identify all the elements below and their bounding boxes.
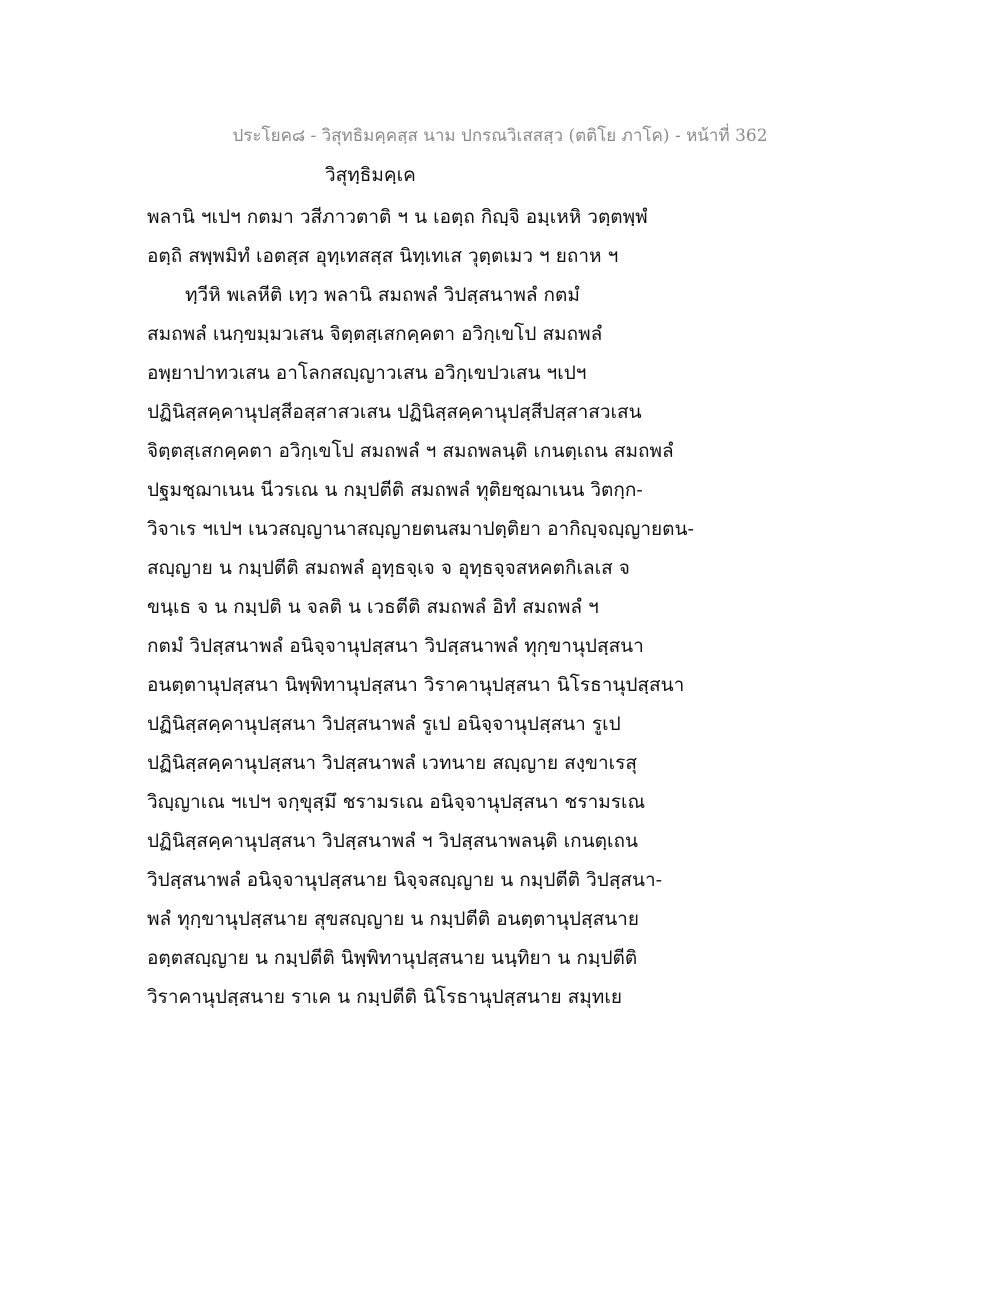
text-line: พลํ ทุกฺขานุปสฺสนาย สุขสญฺญาย น กมฺปตีติ อนตฺตานุปสฺสนาย xyxy=(147,908,639,930)
text-line: พลานิ ฯเปฯ กตมา วสีภาวตาติ ฯ น เอตฺถ กิญฺจิ อมฺเหหิ วตฺตพฺพํ xyxy=(147,206,648,228)
text-line: วิปสฺสนาพลํ อนิจฺจานุปสฺสนาย นิจฺจสญฺญาย น กมฺปตีติ วิปสฺสนา- xyxy=(147,869,663,891)
text-line: ปฏินิสฺสคฺคานุปสฺสีอสฺสาสวเสน ปฏินิสฺสคฺคานุปสฺสีปสฺสาสวเสน xyxy=(147,401,642,423)
text-line: ปฏินิสฺสคฺคานุปสฺสนา วิปสฺสนาพลํ ฯ วิปสฺสนาพลนฺติ เกนตฺเถน xyxy=(147,830,638,852)
text-line: ขนฺเธ จ น กมฺปติ น จลติ น เวธตีติ สมถพลํ อิทํ สมถพลํ ฯ xyxy=(147,596,599,618)
text-line: สมถพลํ เนกฺขมฺมวเสน จิตฺตสฺเสกคฺคตา อวิกฺเขโป สมถพลํ xyxy=(147,323,603,345)
body-text xyxy=(147,198,727,1017)
text-line: กตมํ วิปสฺสนาพลํ อนิจฺจานุปสฺสนา วิปสฺสนาพลํ ทุกฺขานุปสฺสนา xyxy=(147,635,644,657)
text-line: ปฏินิสฺสคฺคานุปสฺสนา วิปสฺสนาพลํ เวทนาย สญฺญาย สงฺขาเรสุ xyxy=(147,752,637,774)
text-line: จิตฺตสฺเสกคฺคตา อวิกฺเขโป สมถพลํ ฯ สมถพลนฺติ เกนตฺเถน สมถพลํ xyxy=(147,440,674,462)
text-line: อนตฺตานุปสฺสนา นิพฺพิทานุปสฺสนา วิราคานุปสฺสนา นิโรธานุปสฺสนา xyxy=(147,674,685,696)
text-line: ปฏินิสฺสคฺคานุปสฺสนา วิปสฺสนาพลํ รูเป อนิจฺจานุปสฺสนา รูเป xyxy=(147,713,621,735)
text-line: ทฺวีหิ พเลหีติ เทฺว พลานิ สมถพลํ วิปสฺสนาพลํ กตมํ xyxy=(185,284,580,306)
text-line: วิญฺญาเณ ฯเปฯ จกฺขุสฺมึ ชรามรเณ อนิจฺจานุปสฺสนา ชรามรเณ xyxy=(147,791,646,813)
chapter-title: วิสุทฺธิมคฺเค xyxy=(325,164,416,186)
running-header: ประโยค๘ - วิสุทธิมคฺคสฺส นาม ปกรณวิเสสสฺว (ตติโย ภาโค) - หน้าที่ 362 xyxy=(232,126,768,146)
text-line: ปฐมชฺฌาเนน นีวรเณ น กมฺปตีติ สมถพลํ ทุติยชฺฌาเนน วิตกฺก- xyxy=(147,479,643,501)
text-line: สญฺญาย น กมฺปตีติ สมถพลํ อุทฺธจฺเจ จ อุทฺธจฺจสหคตกิเลเส จ xyxy=(147,557,630,579)
text-line: วิราคานุปสฺสนาย ราเค น กมฺปตีติ นิโรธานุปสฺสนาย สมุทเย xyxy=(147,986,622,1008)
text-line: อพฺยาปาทวเสน อาโลกสญฺญาวเสน อวิกฺเขปวเสน ฯเปฯ xyxy=(147,362,587,384)
text-line: อตฺตสญฺญาย น กมฺปตีติ นิพฺพิทานุปสฺสนาย นนฺทิยา น กมฺปตีติ xyxy=(147,947,638,969)
text-line: อตฺถิ สพฺพมิทํ เอตสฺส อุทฺเทสสฺส นิทฺเทเส วุตฺตเมว ฯ ยถาห ฯ xyxy=(147,245,619,267)
text-line: วิจาเร ฯเปฯ เนวสญฺญานาสญฺญายตนสมาปตฺติยา อากิญฺจญฺญายตน- xyxy=(147,518,694,540)
